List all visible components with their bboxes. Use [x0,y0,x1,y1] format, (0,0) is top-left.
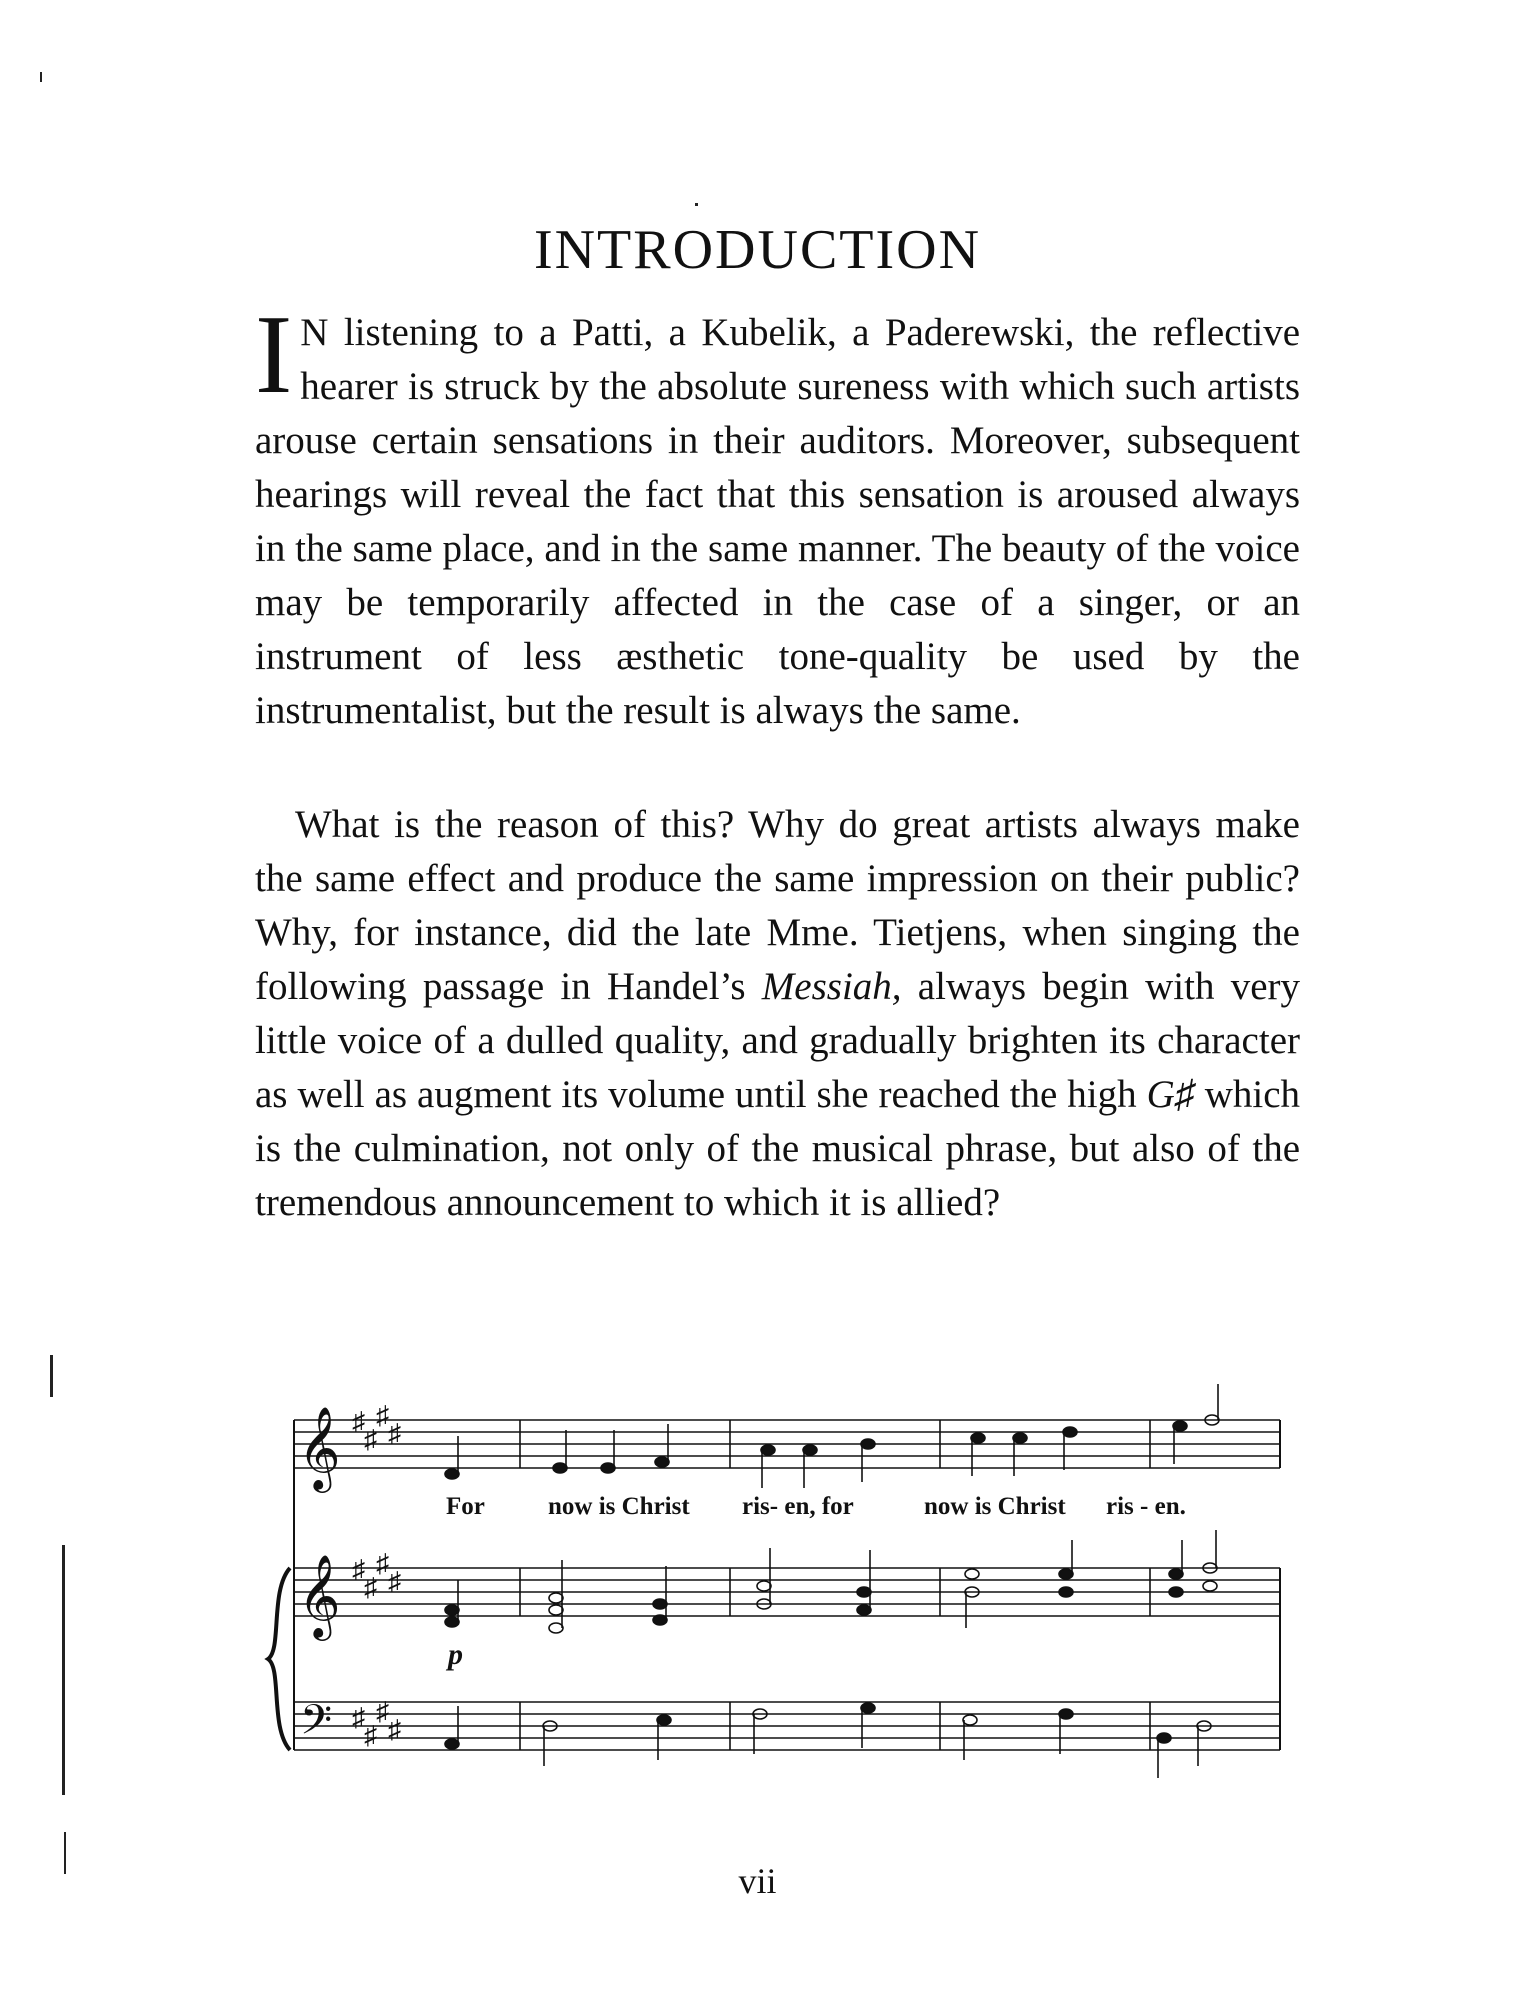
sharp-1: ♯ [352,1407,365,1436]
lyric-2: now is Christ [548,1493,690,1520]
sharp-8: ♯ [388,1567,401,1596]
piano-treble-staff [294,1568,1280,1616]
lyric-4: now is Christ [924,1493,1066,1520]
piano-treble-chords [445,1530,1217,1633]
voice-notes [445,1384,1219,1488]
sharp-3: ♯ [376,1401,389,1430]
sharp-9: ♯ [352,1703,365,1732]
sharp-2: ♯ [364,1425,377,1454]
sharp-5: ♯ [352,1555,365,1584]
key-signatures [352,1401,401,1750]
barlines [520,1420,1280,1750]
bass-clef: 𝄢 [300,1697,333,1753]
sharp-11: ♯ [376,1697,389,1726]
paragraph-2-text-a: What is the reason of this? Why do great artists always make the same effect and produce the same impression on their public? Why, for instance, did the late Mme. Tietjens, when singing the following passage in Handel’s [255,803,1300,1008]
page-number: vii [738,1861,777,1901]
paragraph-2 [255,798,1300,1230]
music-excerpt [260,1380,1300,1800]
lyric-5: ris - en. [1106,1493,1186,1520]
paragraph-2-text-c: which is the culmination, not only of the musical phrase, but also of the tremendous announcement to which it is allied? [255,1073,1300,1224]
paragraph-1-text: N listening to a Patti, a Kubelik, a Paderewski, the reflective hearer is struck by the absolute sureness with which such artists arouse certain sensations in their auditors. Moreover, subsequent hearings will reveal the fact that this sensation is aroused always in the same place, and in the same manner. The beauty of the voice may be temporarily affected in the case of a singer, or an instrument of less æsthetic tone-quality be used by the instrumentalist, but the result is always the same. [255,311,1300,732]
scan-mark-3 [62,1545,65,1795]
dynamic-piano: p [448,1638,463,1671]
work-title-messiah: Messiah, [761,965,902,1008]
sharp-7: ♯ [376,1549,389,1578]
paragraph-2-text-b: always begin with very little voice of a dulled quality, and gradually brighten its character as well as augment its volume until she reached the high [255,965,1300,1116]
sharp-6: ♯ [364,1573,377,1602]
grand-staff-brace [268,1568,290,1750]
scan-mark-1 [40,72,42,82]
drop-cap: I [255,293,293,417]
scan-mark-2 [50,1355,53,1397]
sharp-10: ♯ [364,1721,377,1750]
piano-treble-clef: 𝄞 [298,1556,341,1636]
lyrics [446,1493,1186,1520]
sharp-4: ♯ [388,1419,401,1448]
voice-treble-clef: 𝄞 [298,1408,341,1488]
scan-mark-4 [64,1832,66,1874]
sharp-12: ♯ [388,1715,401,1744]
lyric-3: ris- en, for [742,1493,854,1520]
note-g-sharp: G♯ [1146,1073,1195,1116]
lyric-1: For [446,1493,485,1520]
scan-mark-5 [695,203,698,206]
paragraph-1 [255,293,1300,738]
page-title: INTRODUCTION [533,219,982,281]
voice-staff [294,1420,1280,1468]
piano-bass-staff [294,1702,1280,1750]
